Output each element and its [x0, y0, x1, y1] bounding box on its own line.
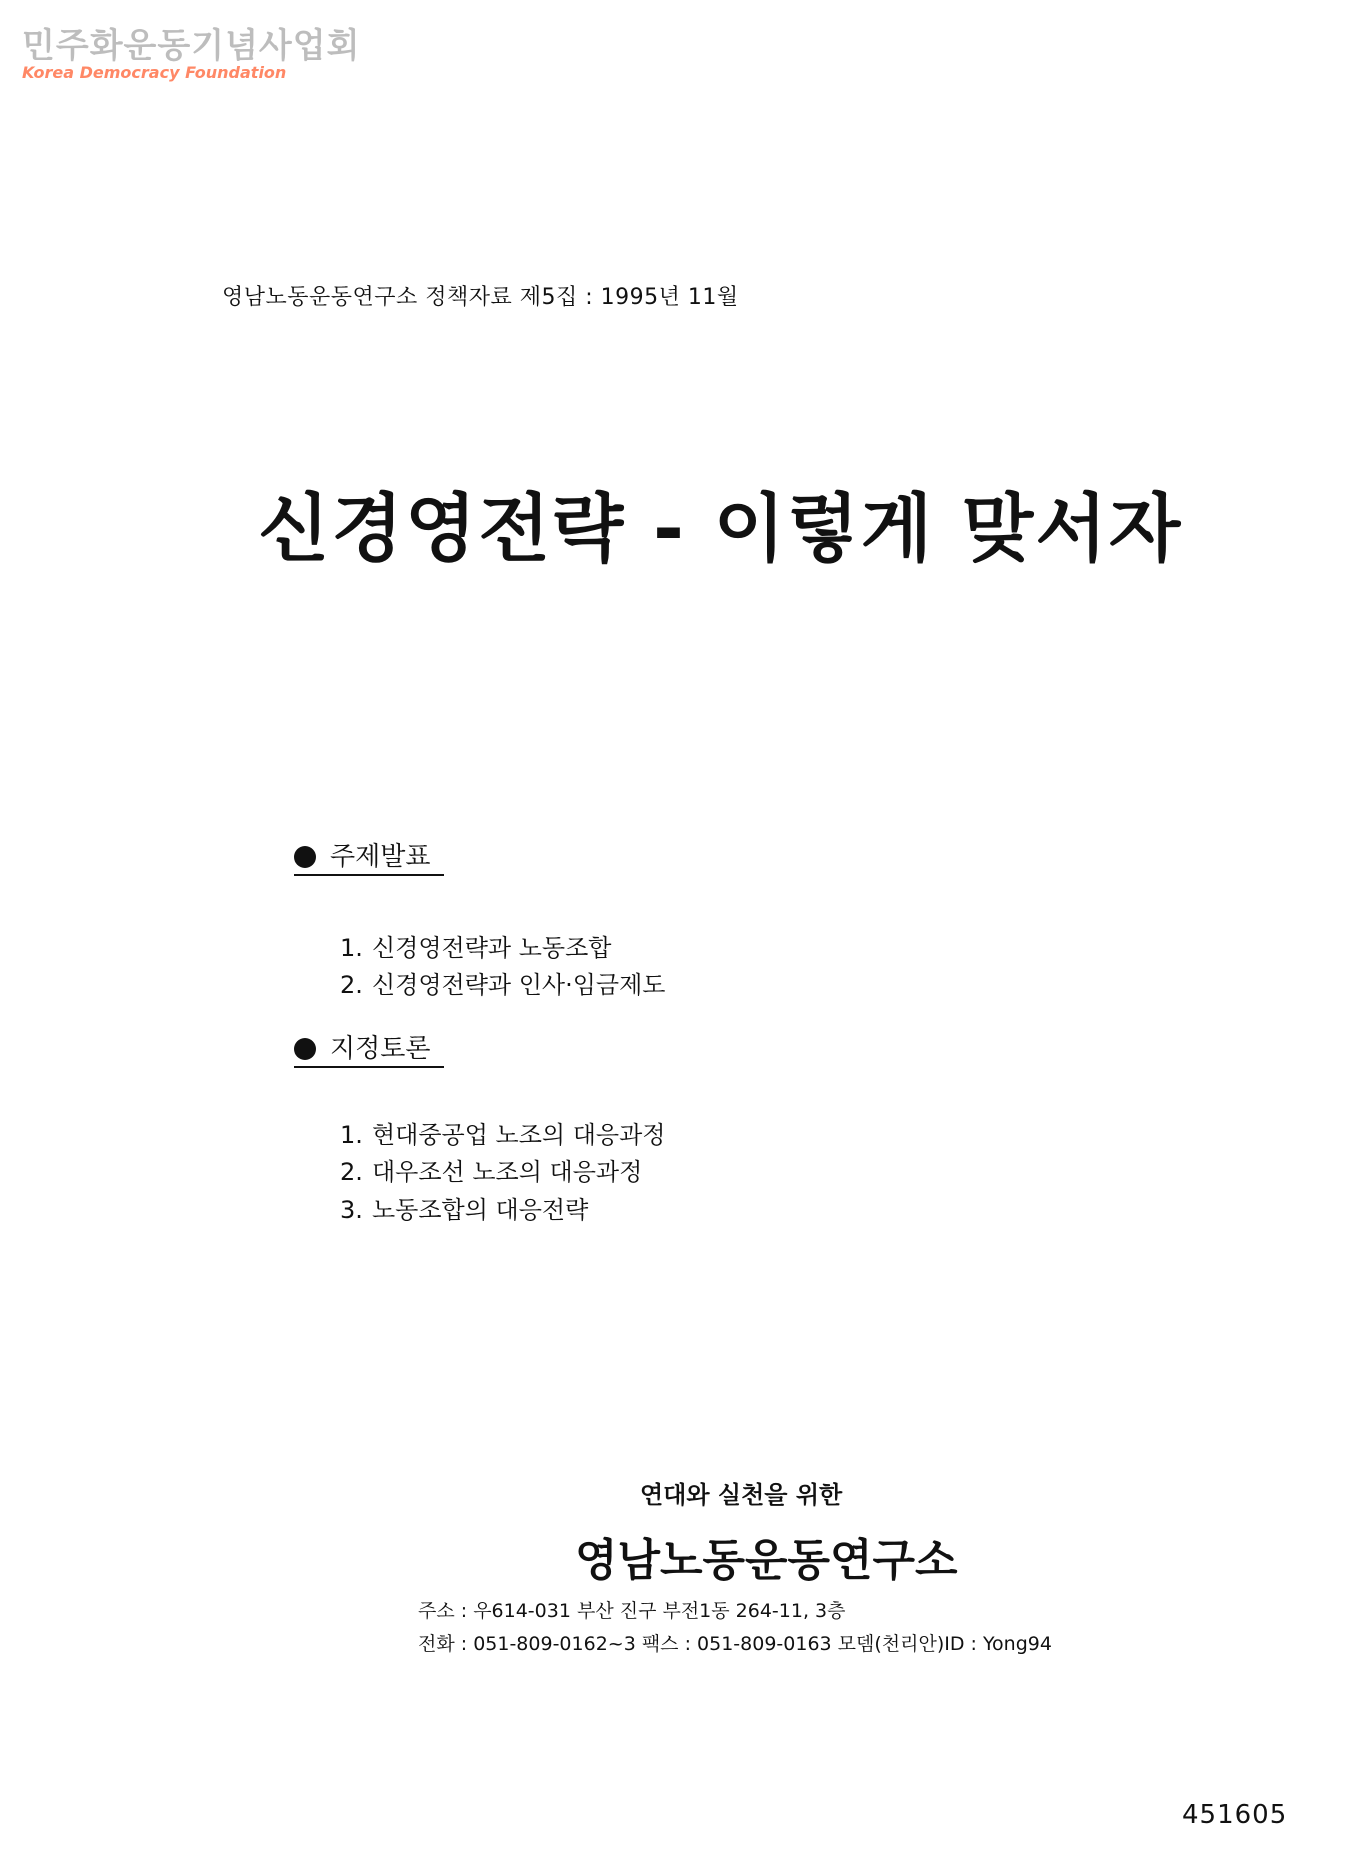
list-item-number: 1.: [340, 934, 363, 962]
list-item: [340, 1152, 642, 1187]
list-item-text: 노동조합의 대응전략: [372, 1196, 589, 1224]
document-title: 신경영전략 - 이렇게 맞서자: [258, 486, 1183, 572]
list-item-number: 2.: [340, 1158, 363, 1186]
document-number: 451605: [1182, 1800, 1288, 1830]
section-heading-presentation: [294, 840, 444, 876]
list-item: [340, 1115, 665, 1150]
list-item-number: 1.: [340, 1121, 363, 1149]
watermark-logo-english: Korea Democracy Foundation: [22, 63, 287, 82]
list-item-text: 대우조선 노조의 대응과정: [372, 1158, 643, 1186]
list-item: [340, 928, 611, 963]
list-item: [340, 1190, 588, 1225]
bullet-icon: [294, 846, 316, 868]
list-item: [340, 965, 665, 1000]
watermark-logo-korean: 민주화운동기념사업회: [22, 26, 361, 66]
list-item-text: 신경영전략과 노동조합: [372, 934, 612, 962]
section-heading-label: 주제발표: [330, 842, 431, 872]
organization-address: 주소 : 우614-031 부산 진구 부전1동 264-11, 3층: [418, 1600, 846, 1622]
bullet-icon: [294, 1038, 316, 1060]
series-info: 영남노동운동연구소 정책자료 제5집 : 1995년 11월: [222, 285, 739, 310]
list-item-text: 현대중공업 노조의 대응과정: [372, 1121, 666, 1149]
section-heading-label: 지정토론: [330, 1034, 431, 1064]
organization-contact: 전화 : 051-809-0162~3 팩스 : 051-809-0163 모뎀(천리안)ID : Yong94: [418, 1633, 1052, 1655]
section-heading-discussion: [294, 1032, 444, 1068]
list-item-text: 신경영전략과 인사·임금제도: [372, 971, 666, 999]
organization-name: 영남노동운동연구소: [575, 1535, 958, 1586]
list-item-number: 3.: [340, 1196, 363, 1224]
list-item-number: 2.: [340, 971, 363, 999]
organization-tagline: 연대와 실천을 위한: [640, 1481, 843, 1509]
